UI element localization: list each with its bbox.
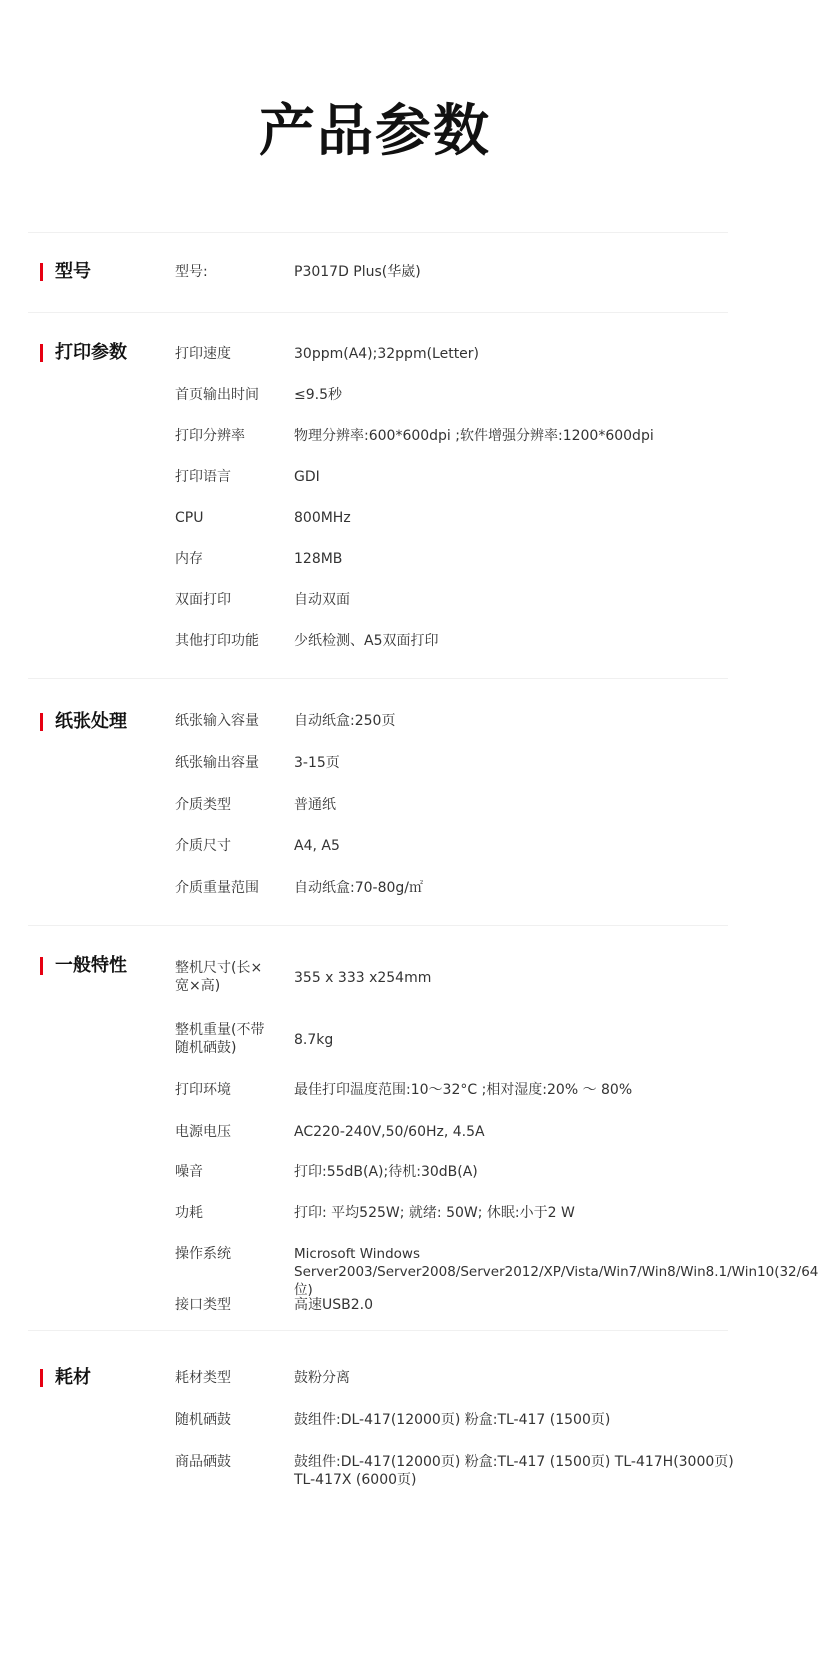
- spec-label: 打印环境: [175, 1082, 231, 1098]
- spec-value: 自动纸盒:250页: [294, 713, 396, 729]
- spec-label: 操作系统: [175, 1246, 231, 1262]
- spec-label: 首页输出时间: [175, 387, 259, 403]
- section-title: 纸张处理: [55, 711, 127, 732]
- spec-label: 接口类型: [175, 1297, 231, 1313]
- divider: [28, 678, 728, 679]
- spec-label: 介质尺寸: [175, 838, 231, 854]
- spec-value: 高速USB2.0: [294, 1297, 374, 1313]
- divider: [28, 1330, 728, 1331]
- spec-value: Microsoft Windows Server2003/Server2008/Server2012/XP/Vista/Win7/Win8/Win8.1/Win10(32/64 位): [294, 1246, 818, 1298]
- spec-label: 其他打印功能: [175, 633, 259, 649]
- page-title: 产品参数: [259, 99, 491, 164]
- spec-label: 内存: [175, 551, 203, 567]
- spec-label: 介质重量范围: [175, 880, 259, 896]
- spec-label: 随机硒鼓: [175, 1412, 231, 1428]
- spec-value: 普通纸: [294, 797, 336, 813]
- section-title: 耗材: [55, 1367, 91, 1388]
- spec-value: A4, A5: [294, 838, 340, 854]
- spec-label: 商品硒鼓: [175, 1454, 231, 1470]
- spec-value: 打印:55dB(A);待机:30dB(A): [294, 1164, 478, 1180]
- spec-value: 最佳打印温度范围:10～32°C ;相对湿度:20% ～ 80%: [294, 1082, 633, 1098]
- divider: [28, 925, 728, 926]
- spec-value: 自动双面: [294, 592, 350, 608]
- spec-value: 128MB: [294, 551, 343, 567]
- spec-value: 355 x 333 x254mm: [294, 970, 432, 986]
- section-marker: [40, 957, 43, 975]
- spec-label: 打印速度: [175, 346, 231, 362]
- divider: [28, 312, 728, 313]
- section-header-model: [40, 261, 91, 283]
- section-title: 型号: [55, 261, 91, 282]
- spec-label: 打印语言: [175, 469, 231, 485]
- spec-value: 3-15页: [294, 755, 340, 771]
- section-header-general: [40, 955, 127, 977]
- spec-value: 800MHz: [294, 510, 351, 526]
- spec-label: 双面打印: [175, 592, 231, 608]
- spec-value: 8.7kg: [294, 1032, 334, 1048]
- spec-label: 整机重量(不带随机硒鼓): [175, 1022, 265, 1056]
- divider: [28, 232, 728, 233]
- spec-value: 少纸检测、A5双面打印: [294, 633, 439, 649]
- spec-label: 耗材类型: [175, 1370, 231, 1386]
- spec-label: 纸张输入容量: [175, 713, 259, 729]
- section-title: 打印参数: [55, 342, 127, 363]
- spec-value: 鼓组件:DL-417(12000页) 粉盒:TL-417 (1500页): [294, 1412, 611, 1428]
- spec-label: 功耗: [175, 1205, 203, 1221]
- spec-value: 物理分辨率:600*600dpi ;软件增强分辨率:1200*600dpi: [294, 428, 654, 444]
- section-marker: [40, 263, 43, 281]
- spec-label: 电源电压: [175, 1124, 231, 1140]
- section-marker: [40, 713, 43, 731]
- section-header-print-params: [40, 342, 127, 364]
- section-marker: [40, 1369, 43, 1387]
- spec-value: AC220-240V,50/60Hz, 4.5A: [294, 1124, 485, 1140]
- spec-value: P3017D Plus(华崴): [294, 264, 421, 280]
- section-header-paper-handling: [40, 711, 127, 733]
- spec-label: 介质类型: [175, 797, 231, 813]
- section-title: 一般特性: [55, 955, 127, 976]
- spec-label: 整机尺寸(长×宽×高): [175, 960, 263, 994]
- spec-label: 打印分辨率: [175, 428, 245, 444]
- spec-value: 打印: 平均525W; 就绪: 50W; 休眠:小于2 W: [294, 1205, 575, 1221]
- spec-value: 鼓组件:DL-417(12000页) 粉盒:TL-417 (1500页) TL-417H(3000页) TL-417X (6000页): [294, 1454, 734, 1488]
- spec-label: 型号:: [175, 264, 208, 280]
- spec-value: 鼓粉分离: [294, 1370, 350, 1386]
- spec-label: CPU: [175, 510, 204, 526]
- section-marker: [40, 344, 43, 362]
- spec-label: 噪音: [175, 1164, 203, 1180]
- spec-value: 自动纸盒:70-80g/㎡: [294, 880, 424, 896]
- section-header-consumables: [40, 1367, 91, 1389]
- spec-label: 纸张输出容量: [175, 755, 259, 771]
- spec-value: GDI: [294, 469, 320, 485]
- spec-value: ≤9.5秒: [294, 387, 342, 403]
- spec-value: 30ppm(A4);32ppm(Letter): [294, 346, 480, 362]
